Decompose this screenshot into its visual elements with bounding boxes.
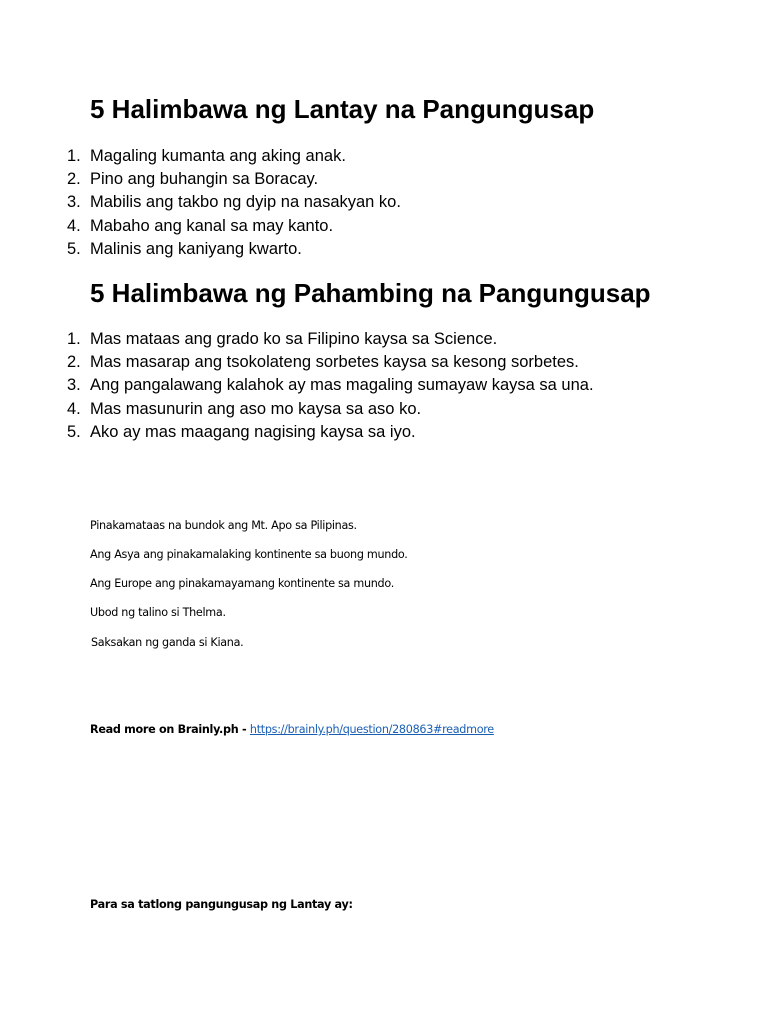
- list-number: 3.: [67, 193, 81, 212]
- list-text: Mas mataas ang grado ko sa Filipino kaysa sa Science.: [90, 330, 498, 348]
- list-number: 5.: [67, 239, 81, 258]
- list-number: 4.: [67, 399, 81, 418]
- pasukdol-sentence: Saksakan ng ganda si Kiana.: [91, 636, 244, 649]
- pasukdol-sentence: Ang Europe ang pinakamayamang kontinente sa mundo.: [90, 577, 394, 590]
- list-number: 3.: [67, 376, 81, 395]
- list-text: Magaling kumanta ang aking anak.: [90, 147, 346, 165]
- pahambing-heading: 5 Halimbawa ng Pahambing na Pangungusap: [90, 278, 651, 308]
- list-text: Ako ay mas maagang nagising kaysa sa iyo.: [90, 422, 416, 441]
- list-text: Malinis ang kaniyang kwarto.: [90, 239, 302, 258]
- list-number: 5.: [67, 422, 81, 441]
- list-number: 2.: [67, 170, 81, 189]
- pasukdol-sentence: Ang Asya ang pinakamalaking kontinente sa buong mundo.: [90, 548, 408, 561]
- pasukdol-sentence: Ubod ng talino si Thelma.: [90, 606, 226, 619]
- lantay-heading: 5 Halimbawa ng Lantay na Pangungusap: [90, 94, 595, 124]
- list-text: Pino ang buhangin sa Boracay.: [90, 170, 319, 189]
- list-number: 4.: [67, 216, 81, 235]
- list-text: Mabaho ang kanal sa may kanto.: [90, 216, 334, 235]
- list-text: Mas masunurin ang aso mo kaysa sa aso ko.: [90, 399, 422, 418]
- list-number: 2.: [67, 353, 81, 372]
- readmore-label: Read more on Brainly.ph -: [90, 723, 250, 736]
- readmore-link[interactable]: https://brainly.ph/question/280863#readmore: [249, 723, 494, 736]
- list-text: Mabilis ang takbo ng dyip na nasakyan ko.: [90, 193, 401, 212]
- list-text: Ang pangalawang kalahok ay mas magaling sumayaw kaysa sa una.: [90, 376, 594, 395]
- readmore-line: [90, 723, 494, 737]
- list-text: Mas masarap ang tsokolateng sorbetes kaysa sa kesong sorbetes.: [90, 353, 579, 372]
- para-text: Para sa tatlong pangungusap ng Lantay ay:: [90, 898, 353, 911]
- pasukdol-sentence: Pinakamataas na bundok ang Mt. Apo sa Pilipinas.: [90, 519, 357, 532]
- list-number: 1.: [67, 147, 81, 165]
- list-number: 1.: [67, 330, 81, 348]
